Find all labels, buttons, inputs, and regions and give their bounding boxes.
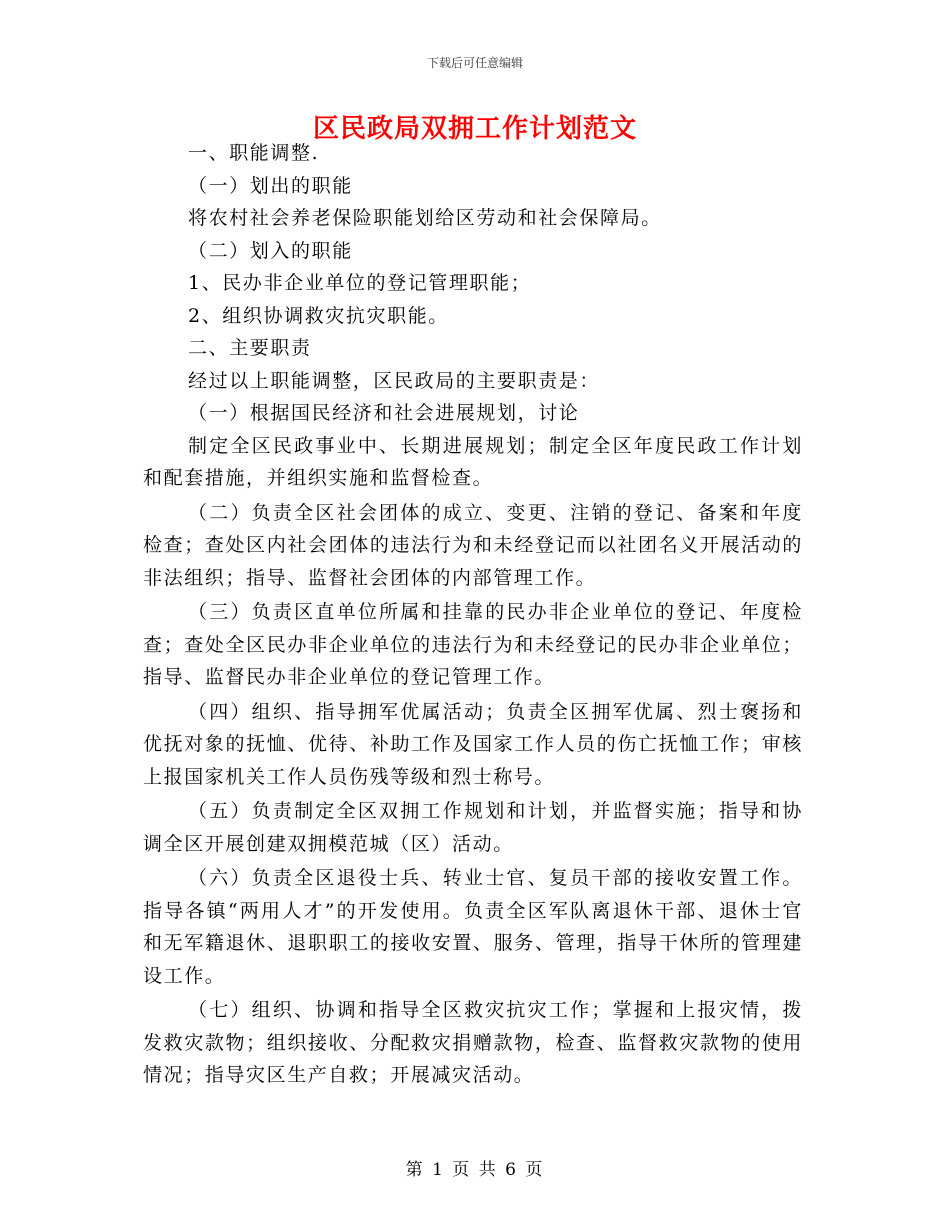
paragraph: （七）组织、协调和指导全区救灾抗灾工作；掌握和上报灾情，拨发救灾款物；组织接收、分配救灾捐赠款物，检查、监督救灾款物的使用情况；指导灾区生产自救；开展减灾活动。 bbox=[143, 999, 803, 1086]
paragraph: （一）划出的职能 bbox=[188, 174, 353, 197]
paragraph: （五）负责制定全区双拥工作规划和计划，并监督实施；指导和协调全区开展创建双拥模范城（区）活动。 bbox=[143, 800, 803, 855]
paragraph: 将农村社会养老保险职能划给区劳动和社会保障局。 bbox=[188, 207, 662, 229]
document-body bbox=[143, 137, 803, 1092]
paragraph: 一、职能调整. bbox=[188, 142, 320, 164]
paragraph: 2、组织协调救灾抗灾职能。 bbox=[188, 304, 449, 327]
running-header: 下载后可任意编辑 bbox=[426, 56, 523, 70]
paragraph: （三）负责区直单位所属和挂靠的民办非企业单位的登记、年度检查；查处全区民办非企业单位的违法行为和未经登记的民办非企业单位；指导、监督民办非企业单位的登记管理工作。 bbox=[143, 601, 803, 688]
paragraph: 经过以上职能调整，区民政局的主要职责是： bbox=[188, 369, 601, 392]
paragraph: （六）负责全区退役士兵、转业士官、复员干部的接收安置工作。指导各镇“两用人才”的开发使用。负责全区军队离退休干部、退休士官和无军籍退休、退职职工的接收安置、服务、管理，指导干休所的管理建设工作。 bbox=[143, 867, 803, 987]
document-title: 区民政局双拥工作计划范文 bbox=[312, 114, 637, 144]
paragraph: （四）组织、指导拥军优属活动；负责全区拥军优属、烈士褒扬和优抚对象的抚恤、优待、补助工作及国家工作人员的伤亡抚恤工作；审核上报国家机关工作人员伤残等级和烈士称号。 bbox=[143, 700, 803, 788]
paragraph: （一）根据国民经济和社会进展规划，讨论 bbox=[188, 402, 580, 424]
page-number-footer: 第 1 页 共 6 页 bbox=[405, 1160, 545, 1180]
paragraph: （二）划入的职能 bbox=[188, 239, 353, 262]
paragraph: 制定全区民政事业中、长期进展规划；制定全区年度民政工作计划和配套措施，并组织实施和监督检查。 bbox=[143, 434, 803, 489]
paragraph: 1、民办非企业单位的登记管理职能； bbox=[188, 272, 532, 294]
paragraph: 二、主要职责 bbox=[188, 337, 312, 359]
paragraph: （二）负责全区社会团体的成立、变更、注销的登记、备案和年度检查；查处区内社会团体的违法行为和未经登记而以社团名义开展活动的非法组织；指导、监督社会团体的内部管理工作。 bbox=[143, 501, 803, 589]
